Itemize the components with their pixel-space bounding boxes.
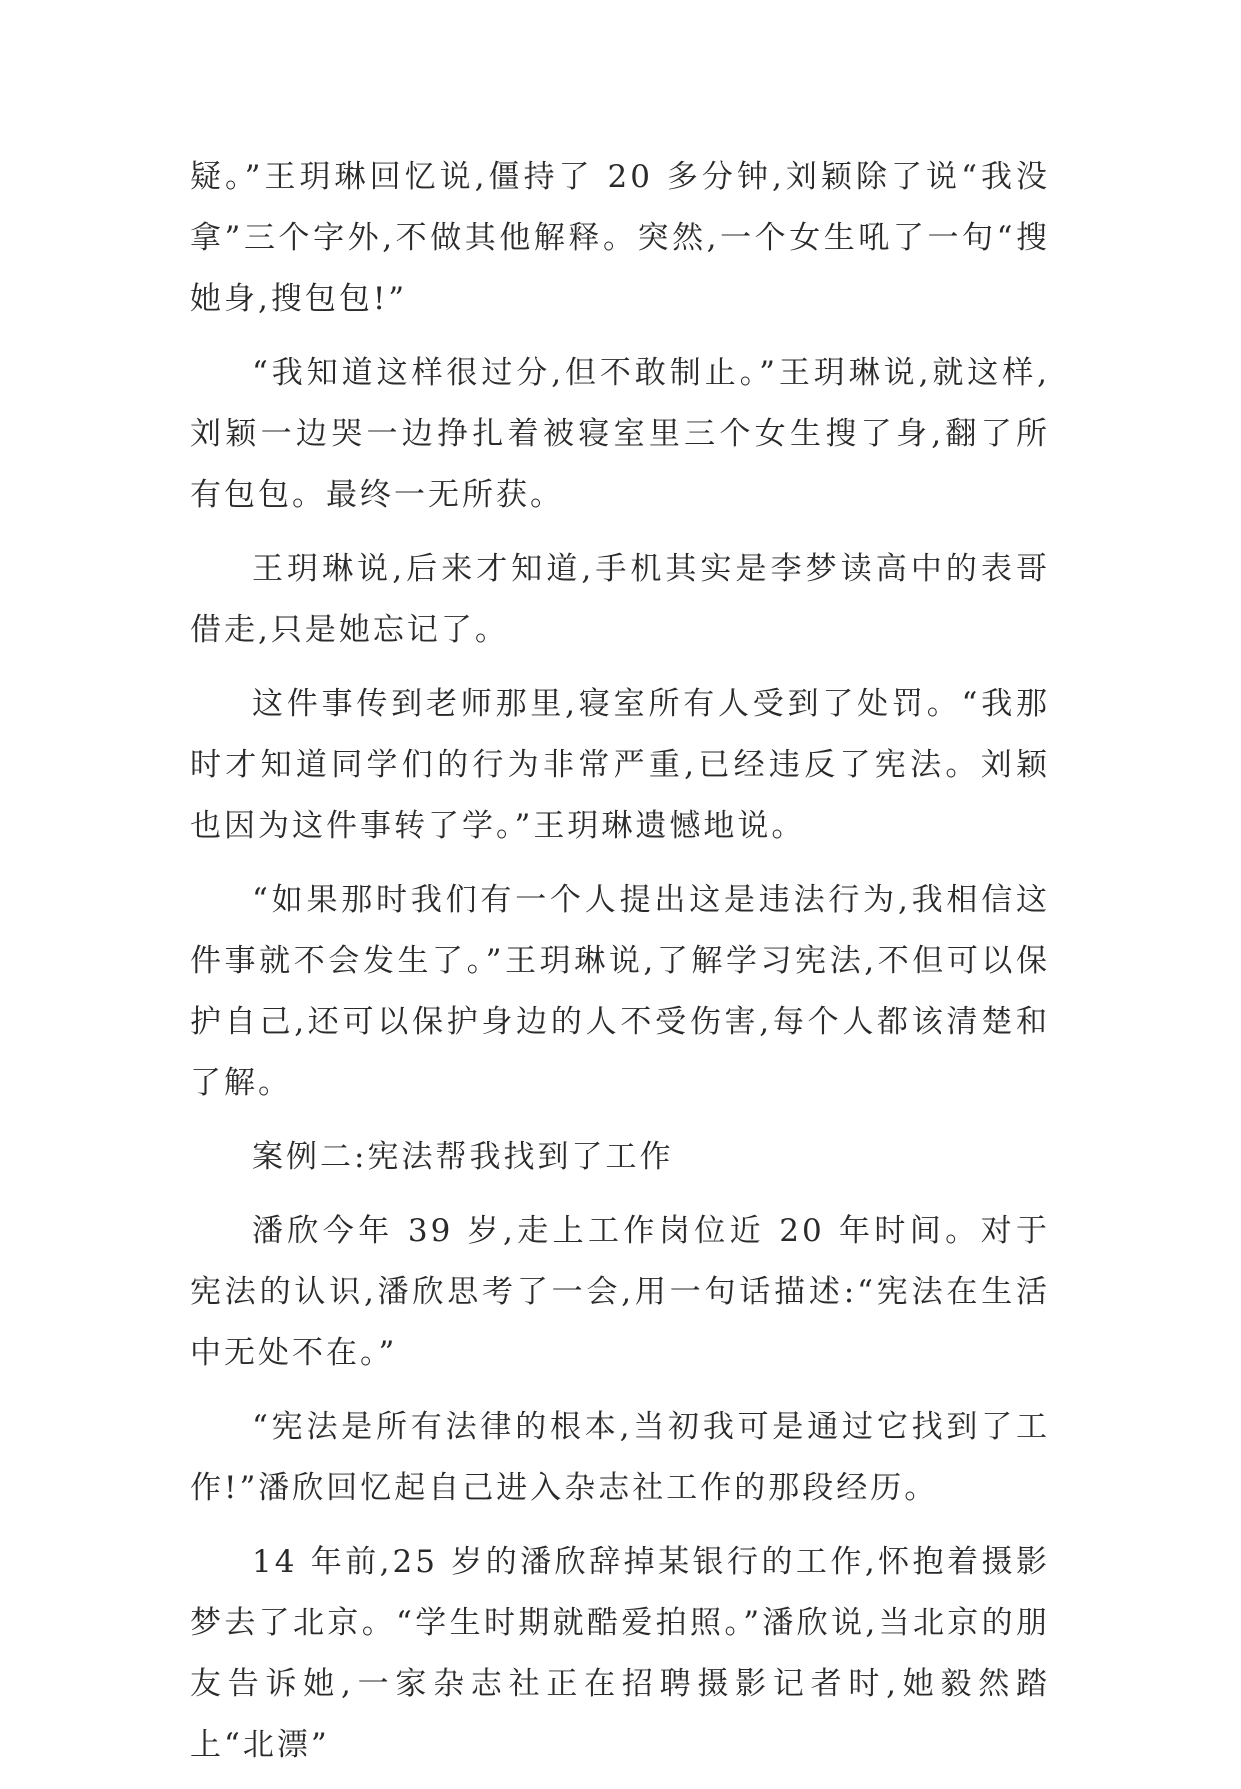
paragraph-6: 潘欣今年 39 岁,走上工作岗位近 20 年时间。对于宪法的认识,潘欣思考了一会,用一句话描述:“宪法在生活中无处不在。” [190,1213,1050,1371]
paragraph-7: “宪法是所有法律的根本,当初我可是通过它找到了工作!”潘欣回忆起自己进入杂志社工作的那段经历。 [190,1409,1050,1506]
paragraph-5: “如果那时我们有一个人提出这是违法行为,我相信这件事就不会发生了。”王玥琳说,了解学习宪法,不但可以保护自己,还可以保护身边的人不受伤害,每个人都该清楚和了解。 [190,882,1050,1101]
paragraph-4: 这件事传到老师那里,寝室所有人受到了处罚。“我那时才知道同学们的行为非常严重,已经违反了宪法。刘颖也因为这件事转了学。”王玥琳遗憾地说。 [190,686,1050,844]
paragraph-2: “我知道这样很过分,但不敢制止。”王玥琳说,就这样,刘颖一边哭一边挣扎着被寝室里三个女生搜了身,翻了所有包包。最终一无所获。 [190,355,1050,513]
paragraph-1: 疑。”王玥琳回忆说,僵持了 20 多分钟,刘颖除了说“我没拿”三个字外,不做其他解释。突然,一个女生吼了一句“搜她身,搜包包!” [190,159,1050,317]
case-heading: 案例二:宪法帮我找到了工作 [252,1139,674,1175]
paragraph-8: 14 年前,25 岁的潘欣辞掉某银行的工作,怀抱着摄影梦去了北京。“学生时期就酷爱拍照。”潘欣说,当北京的朋友告诉她,一家杂志社正在招聘摄影记者时,她毅然踏上“北漂” [190,1544,1050,1763]
document-page [190,147,1050,1789]
paragraph-3: 王玥琳说,后来才知道,手机其实是李梦读高中的表哥借走,只是她忘记了。 [190,551,1050,648]
